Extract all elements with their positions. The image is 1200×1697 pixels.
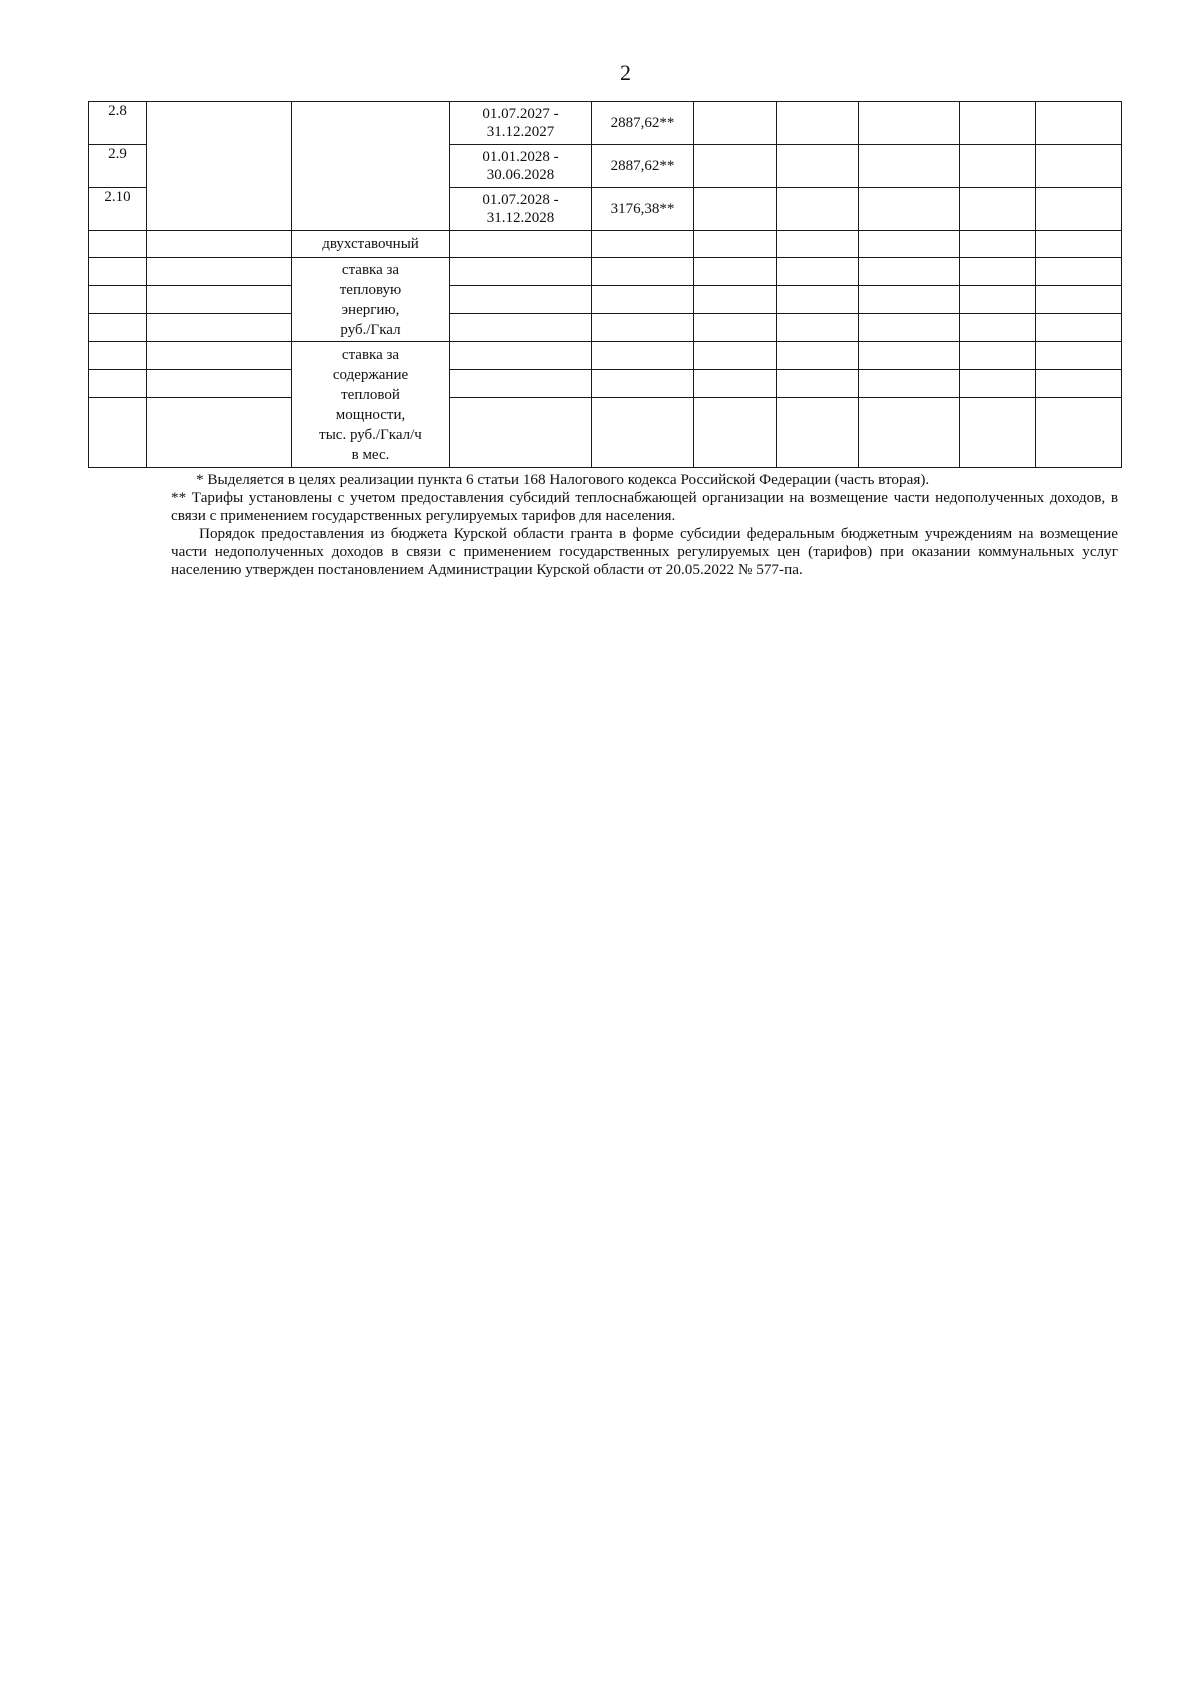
capacity-rate-line: в мес. <box>351 446 390 463</box>
table-row <box>89 286 1122 314</box>
table-cell <box>592 258 694 286</box>
table-cell <box>694 398 777 468</box>
table-cell <box>89 258 147 286</box>
tariff-value: 3176,38** <box>592 188 694 231</box>
table-cell <box>694 370 777 398</box>
table-cell <box>859 342 960 370</box>
table-cell <box>592 231 694 258</box>
table-cell <box>960 188 1036 231</box>
energy-rate-line: энергию, <box>341 301 400 318</box>
table-cell <box>960 314 1036 342</box>
table-cell <box>694 286 777 314</box>
table-cell <box>859 231 960 258</box>
table-cell <box>694 342 777 370</box>
table-cell <box>592 286 694 314</box>
table-cell <box>89 231 147 258</box>
period-from: 01.01.2028 - <box>482 149 559 165</box>
table-cell <box>859 398 960 468</box>
table-cell <box>147 231 292 258</box>
table-cell <box>694 314 777 342</box>
table-cell <box>859 258 960 286</box>
table-cell <box>859 314 960 342</box>
table-cell <box>147 102 292 231</box>
table-row <box>89 342 1122 370</box>
table-cell <box>89 286 147 314</box>
table-cell <box>1036 342 1122 370</box>
period-from: 01.07.2028 - <box>482 192 559 208</box>
table-cell <box>777 342 859 370</box>
table-cell <box>89 342 147 370</box>
capacity-rate-label <box>292 342 450 468</box>
grant-procedure-paragraph: Порядок предоставления из бюджета Курской области гранта в форме субсидии федеральным бюджетным учреждениям на возмещение части недополученных доходов в связи с применением государственных регулируемых цен (тарифов) при оказании коммунальных услуг населению утвержден постановлением Администрации Курской области от 20.05.2022 № 577-па. <box>171 525 1118 578</box>
table-cell <box>450 286 592 314</box>
energy-rate-line: тепловую <box>339 281 402 298</box>
table-cell <box>777 258 859 286</box>
capacity-rate-line: мощности, <box>335 406 406 423</box>
table-cell <box>777 102 859 145</box>
period-cell <box>450 145 592 188</box>
table-cell <box>89 398 147 468</box>
footnotes <box>171 471 1118 579</box>
table-row <box>89 370 1122 398</box>
table-cell <box>859 286 960 314</box>
tariff-value: 2887,62** <box>592 102 694 145</box>
table-cell <box>960 370 1036 398</box>
table-cell <box>960 258 1036 286</box>
table-row <box>89 258 1122 286</box>
table-cell <box>777 314 859 342</box>
table-cell <box>859 188 960 231</box>
table-cell <box>1036 398 1122 468</box>
energy-rate-label <box>292 258 450 342</box>
table-cell <box>777 188 859 231</box>
table-cell <box>777 398 859 468</box>
table-cell <box>147 370 292 398</box>
table-cell <box>960 286 1036 314</box>
page-number: 2 <box>620 60 631 85</box>
table-cell <box>694 102 777 145</box>
table-cell <box>694 231 777 258</box>
row-number: 2.8 <box>89 102 147 145</box>
table-row <box>89 314 1122 342</box>
table-cell <box>777 231 859 258</box>
table-cell <box>960 102 1036 145</box>
row-number: 2.9 <box>89 145 147 188</box>
tariff-value: 2887,62** <box>592 145 694 188</box>
period-cell <box>450 102 592 145</box>
table-cell <box>1036 188 1122 231</box>
table-cell <box>147 314 292 342</box>
table-cell <box>1036 314 1122 342</box>
table-cell <box>960 342 1036 370</box>
table-cell <box>592 370 694 398</box>
table-cell <box>450 231 592 258</box>
capacity-rate-line: содержание <box>332 366 409 383</box>
table-cell <box>89 314 147 342</box>
row-number: 2.10 <box>89 188 147 231</box>
table-row <box>89 231 1122 258</box>
table-cell <box>450 342 592 370</box>
period-to: 31.12.2028 <box>486 210 555 226</box>
table-cell <box>960 398 1036 468</box>
table-cell <box>450 370 592 398</box>
two-part-label: двухставочный <box>292 231 450 258</box>
period-cell <box>450 188 592 231</box>
table-row <box>89 102 1122 145</box>
table-cell <box>777 286 859 314</box>
table-cell <box>592 342 694 370</box>
footnote-vat: * Выделяется в целях реализации пункта 6 статьи 168 Налогового кодекса Российской Федерации (часть вторая). <box>196 471 930 488</box>
table-cell <box>89 370 147 398</box>
capacity-rate-line: ставка за <box>341 346 400 363</box>
table-row <box>89 398 1122 468</box>
period-to: 30.06.2028 <box>486 167 555 183</box>
energy-rate-line: ставка за <box>341 261 400 278</box>
table-cell <box>1036 286 1122 314</box>
table-cell <box>777 370 859 398</box>
table-cell <box>777 145 859 188</box>
footnote-subsidy: ** Тарифы установлены с учетом предоставления субсидий теплоснабжающей организации на возмещение части недополученных доходов, в связи с применением государственных регулируемых тарифов для населения. <box>171 489 1118 524</box>
table-cell <box>1036 102 1122 145</box>
tariff-table <box>88 101 1122 468</box>
table-cell <box>859 102 960 145</box>
table-cell <box>694 258 777 286</box>
capacity-rate-line: тыс. руб./Гкал/ч <box>319 426 422 443</box>
table-cell <box>450 314 592 342</box>
period-to: 31.12.2027 <box>486 124 555 140</box>
table-cell <box>694 188 777 231</box>
table-cell <box>1036 145 1122 188</box>
table-cell <box>450 258 592 286</box>
table-cell <box>147 398 292 468</box>
table-cell <box>592 314 694 342</box>
table-cell <box>859 370 960 398</box>
table-cell <box>292 102 450 231</box>
table-cell <box>1036 370 1122 398</box>
table-cell <box>1036 231 1122 258</box>
capacity-rate-line: тепловой <box>341 386 400 403</box>
table-cell <box>147 342 292 370</box>
table-cell <box>147 258 292 286</box>
table-cell <box>1036 258 1122 286</box>
table-cell <box>859 145 960 188</box>
table-cell <box>450 398 592 468</box>
table-cell <box>694 145 777 188</box>
table-cell <box>147 286 292 314</box>
table-cell <box>960 231 1036 258</box>
table-cell <box>960 145 1036 188</box>
table-cell <box>592 398 694 468</box>
period-from: 01.07.2027 - <box>482 106 559 122</box>
energy-rate-line: руб./Гкал <box>340 321 401 338</box>
